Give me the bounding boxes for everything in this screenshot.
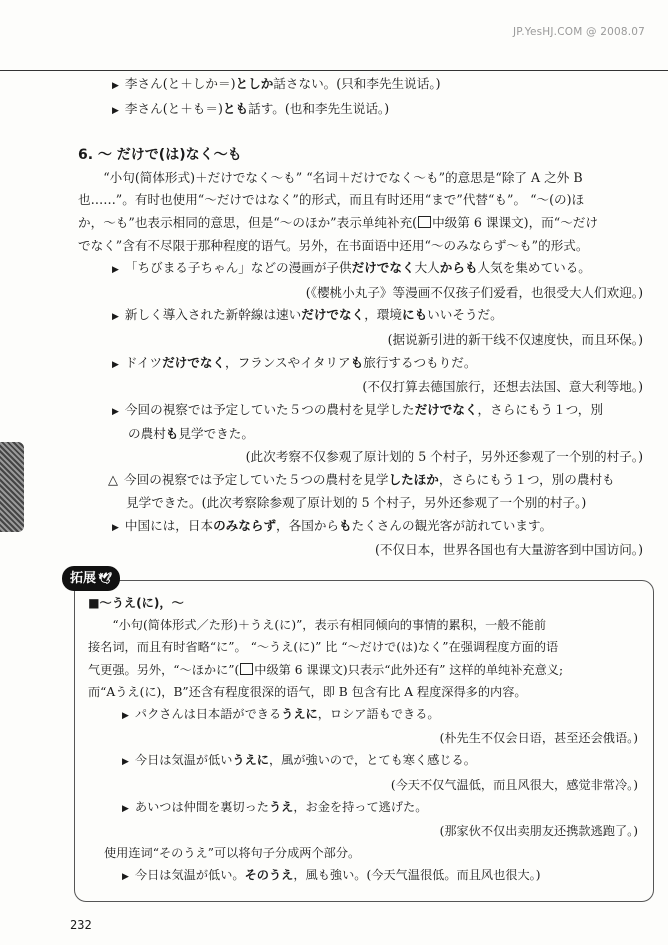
text-segment: 話さない。(只和李先生说话。) xyxy=(273,76,441,91)
text-segment: ドイツ xyxy=(124,354,163,370)
text-segment: 气更强。另外，“～ほかに”( xyxy=(88,662,240,677)
extension-tag-label: 拓展 xyxy=(70,571,97,586)
bullet-icon: ▶ xyxy=(112,312,119,323)
section-paragraph xyxy=(78,167,653,257)
text-segment: ，フランスやイタリア xyxy=(225,354,351,370)
bold-text: うえに xyxy=(281,707,318,722)
example-line xyxy=(78,469,653,493)
book-icon xyxy=(240,663,253,675)
text-segment: 人気を集めている。 xyxy=(477,260,591,276)
bold-text: も xyxy=(339,517,352,533)
text-segment: ，お金を持って逃げた。 xyxy=(293,799,428,814)
text-segment: 旅行するつもりだ。 xyxy=(363,354,477,370)
bullet-icon: ▶ xyxy=(112,265,119,276)
section-heading: 6. ～ だけで(は)なく～も xyxy=(78,147,242,164)
text-segment: いいそうだ。 xyxy=(427,307,503,323)
example-translation: (此次考察不仅参观了原计划的 5 个村子，另外还参观了一个别的村子。) xyxy=(245,448,643,464)
example-translation: (今天不仅气温低，而且风很大，感觉非常冷。) xyxy=(390,777,638,792)
text-segment: 見学できた。 xyxy=(178,426,254,442)
example-line xyxy=(88,703,648,727)
bold-text: にも xyxy=(401,307,428,323)
paragraph-line xyxy=(88,659,648,681)
text-segment: ，ロシア語もできる。 xyxy=(317,707,440,722)
example-translation: (那家伙不仅出卖朋友还携款逃跑了。) xyxy=(439,824,638,839)
book-icon xyxy=(418,216,431,228)
text-segment: 也……”。有时也使用“～だけではなく”的形式，而且有时还用“まで”代替“も”。 “～(の)ほ xyxy=(78,192,585,208)
section-examples xyxy=(78,257,653,562)
text-segment: 中国には，日本 xyxy=(124,517,214,533)
paragraph-line xyxy=(78,212,653,235)
example-translation: (朴先生不仅会日语，甚至还会俄语。) xyxy=(439,731,638,746)
text-segment: 大人 xyxy=(414,260,440,276)
bold-text: だけでなく xyxy=(162,354,226,370)
main-content xyxy=(78,73,653,562)
text-segment: か，～も”也表示相同的意思，但是“～のほか”表示单纯补充( xyxy=(78,214,418,230)
pre-items xyxy=(78,73,653,122)
text-segment: 接名词，而且有时省略“に”。 “～うえ(に)” 比 “～だけで(は)なく”在强调程度方面的语 xyxy=(88,640,559,655)
bold-text: も xyxy=(165,426,179,442)
text-segment: “小句(简体形式／た形)＋うえ(に)”，表示有相同倾向的事情的累积，一般不能前 xyxy=(112,618,547,633)
paragraph-line xyxy=(78,167,653,190)
text-segment: 李さん(と＋しか＝) xyxy=(124,76,236,91)
example-line xyxy=(78,399,653,424)
extension-note: 使用连词“そのうえ”可以将句子分成两个部分。 xyxy=(104,846,361,861)
bullet-icon: ▶ xyxy=(122,757,129,768)
chapter-side-tab xyxy=(0,442,24,532)
bullet-icon: ▶ xyxy=(112,81,119,91)
extension-content xyxy=(88,592,648,889)
example-line xyxy=(78,515,653,540)
text-segment: たくさんの観光客が訪れています。 xyxy=(351,517,553,533)
bullet-icon: ▶ xyxy=(112,359,119,370)
text-segment: 中级第 6 课课文)，而“～だけ xyxy=(432,214,598,230)
example-line xyxy=(88,749,648,773)
text-segment: パクさんは日本語ができる xyxy=(134,707,282,722)
extension-examples xyxy=(88,703,648,842)
header-rule xyxy=(0,70,668,71)
bullet-icon: ▶ xyxy=(122,803,129,814)
text-segment: ，風が強いので，とても寒く感じる。 xyxy=(268,753,476,768)
bold-text: だけでなく xyxy=(301,307,365,323)
text-segment: 今日は気温が低い xyxy=(134,753,233,768)
bold-text: だけでなく xyxy=(414,401,478,417)
text-segment: 新しく導入された新幹線は速い xyxy=(124,307,302,323)
text-segment: 今回の視察では予定していた５つの農村を見学 xyxy=(124,471,389,487)
paragraph-line xyxy=(78,235,653,258)
text-segment: の農村 xyxy=(128,426,166,442)
square-icon: ■ xyxy=(88,596,100,610)
bold-text: からも xyxy=(439,260,478,276)
text-segment: でなく”含有不尽限于那种程度的语气。另外，在书面语中还用“～のみならず～も”的形式。 xyxy=(78,237,589,253)
extension-final-example xyxy=(88,864,648,888)
text-segment: 今日は気温が低い。 xyxy=(134,868,245,883)
text-segment: ，環境 xyxy=(364,307,402,323)
triangle-icon: △ xyxy=(108,472,118,488)
extension-heading-text: ～うえ(に)，～ xyxy=(99,596,184,610)
text-segment: ，さらにもう１つ，別の農村も xyxy=(438,471,615,487)
bold-text: としか xyxy=(235,76,274,91)
paragraph-line xyxy=(78,189,653,212)
example-line xyxy=(78,352,653,377)
text-segment: 今回の視察では予定していた５つの農村を見学した xyxy=(124,401,415,417)
text-segment: 「ちびまる子ちゃん」などの漫画が子供 xyxy=(124,260,352,276)
example-line xyxy=(78,257,653,282)
example-line xyxy=(88,796,648,820)
bold-text: も xyxy=(350,354,364,370)
example-line xyxy=(78,492,653,515)
text-segment: 李さん(と＋も＝) xyxy=(124,100,223,116)
text-segment: 話す。(也和李先生说话。) xyxy=(248,100,390,116)
page-number: 232 xyxy=(70,918,92,932)
example-translation: (《樱桃小丸子》等漫画不仅孩子们爱看，也很受大人们欢迎。) xyxy=(305,284,643,300)
pre-item xyxy=(78,73,653,98)
paragraph-line xyxy=(88,614,648,636)
extension-heading xyxy=(88,592,648,614)
example-translation: (不仅日本，世界各国也有大量游客到中国访问。) xyxy=(375,542,643,558)
text-segment: “小句(简体形式)＋だけでなく～も” “名词＋だけでなく～も”的意思是“除了 A 之外 B xyxy=(103,169,583,185)
bullet-icon: ▶ xyxy=(112,522,119,533)
bold-text: のみならず xyxy=(213,517,277,533)
example-line xyxy=(78,304,653,329)
bullet-icon: ▶ xyxy=(122,711,129,722)
pre-item xyxy=(78,98,653,123)
example-line xyxy=(78,423,653,446)
bold-text: うえに xyxy=(232,753,269,768)
bold-text: うえ xyxy=(268,799,294,814)
text-segment: ，各国から xyxy=(276,517,340,533)
paragraph-line xyxy=(88,681,648,703)
extension-tag xyxy=(62,566,120,591)
text-segment: 見学できた。(此次考察除参观了原计划的 5 个村子，另外还参观了一个别的村子。) xyxy=(126,495,587,511)
example-translation: (据说新引进的新干线不仅速度快，而且环保。) xyxy=(387,331,643,347)
text-segment: あいつは仲間を裏切った xyxy=(134,799,269,814)
extension-paragraph xyxy=(88,614,648,703)
text-segment: ，風も強い。(今天气温很低。而且风也很大。) xyxy=(293,868,541,883)
watermark: JP.YesHJ.COM @ 2008.07 xyxy=(513,26,646,38)
bullet-icon: ▶ xyxy=(122,872,129,883)
bold-text: だけでなく xyxy=(351,260,415,276)
paragraph-line xyxy=(88,636,648,658)
bold-text: そのうえ xyxy=(244,868,294,883)
bullet-icon: ▶ xyxy=(112,406,119,417)
bold-text: とも xyxy=(222,100,249,116)
bullet-icon: ▶ xyxy=(112,105,119,116)
text-segment: 中级第 6 课课文)只表示“此外还有” 这样的单纯补充意义; xyxy=(254,662,564,677)
bold-text: したほか xyxy=(388,471,439,487)
text-segment: ，さらにもう１つ，別 xyxy=(477,401,603,417)
text-segment: 而“Aうえ(に)，B”还含有程度很深的语气，即 B 包含有比 A 程度深得多的内容。 xyxy=(88,684,527,699)
example-translation: (不仅打算去德国旅行，还想去法国、意大利等地。) xyxy=(362,379,643,395)
bird-icon: 🕊 xyxy=(98,572,112,585)
